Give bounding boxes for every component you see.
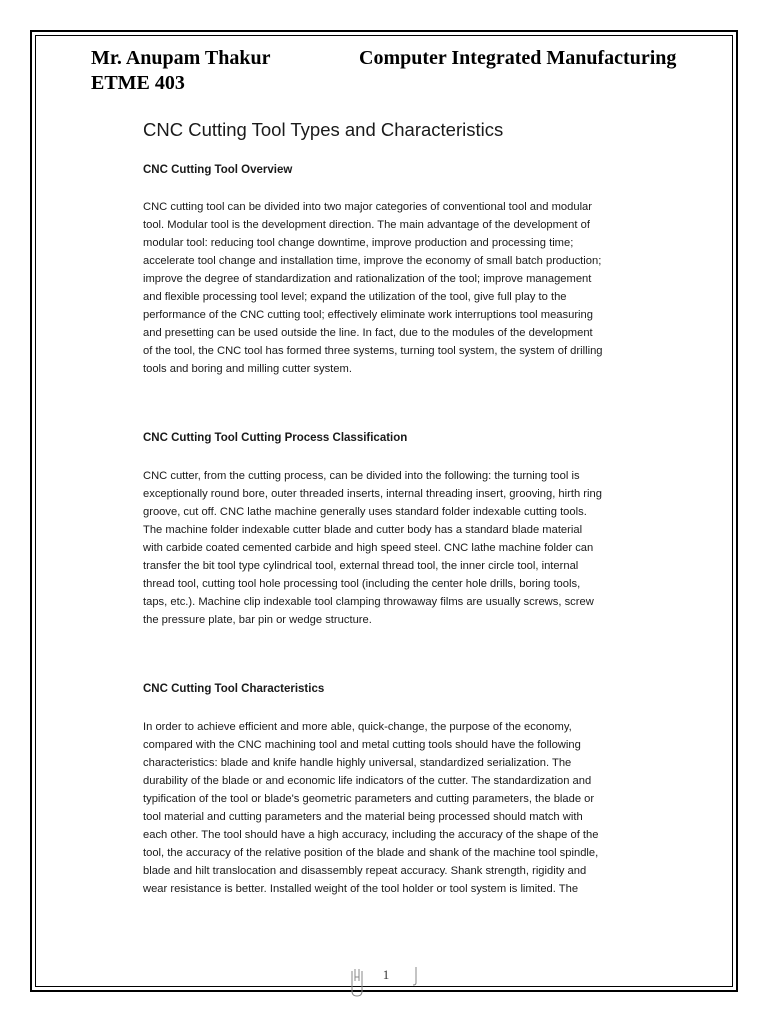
text-line: exceptionally round bore, outer threaded inserts, internal threading insert, grooving, hirth ring	[143, 488, 602, 500]
text-line: with carbide coated cemented carbide and high speed steel. CNC lathe machine folder can	[143, 542, 594, 554]
text-line: tool material and cutting parameters and the material being processed should match with	[143, 811, 583, 823]
text-line: tool, the accuracy of the relative position of the blade and shank of the machine tool spindle,	[143, 847, 599, 859]
section-heading-process-classification: CNC Cutting Tool Cutting Process Classification	[143, 432, 408, 444]
text-line: The machine folder indexable cutter blade and cutter body has a standard blade material	[143, 524, 583, 536]
text-line: typification of the tool or blade's geometric parameters and cutting parameters, the blade or	[143, 793, 595, 805]
text-line: thread tool, cutting tool hole processing tool (including the center hole drills, boring tools,	[143, 578, 581, 590]
text-line: the pressure plate, bar pin or wedge structure.	[143, 614, 372, 626]
text-line: characteristics: blade and knife handle highly universal, standardized serialization. The	[143, 757, 572, 769]
text-line: of the tool, the CNC tool has formed three systems, turning tool system, the system of drilling	[143, 345, 603, 357]
text-line: and presetting can be used outside the line. In fact, due to the modules of the development	[143, 327, 593, 339]
text-line: groove, cut off. CNC lathe machine generally uses standard folder indexable cutting tools.	[143, 506, 587, 518]
text-line: modular tool: reducing tool change downtime, improve production and processing time;	[143, 237, 574, 249]
section-paragraph-process-classification	[143, 467, 643, 629]
text-line: taps, etc.). Machine clip indexable tool clamping throwaway films are usually screws, screw	[143, 596, 594, 608]
text-line: improve the degree of standardization and rationalization of the tool; improve management	[143, 273, 592, 285]
text-line: performance of the CNC cutting tool; effectively eliminate work interruptions tool measuring	[143, 309, 593, 321]
footer-bracket-mark-left	[350, 967, 364, 997]
text-line: accelerate tool change and installation time, improve the economy of small batch production;	[143, 255, 602, 267]
section-heading-characteristics: CNC Cutting Tool Characteristics	[143, 683, 325, 695]
section-heading-overview: CNC Cutting Tool Overview	[143, 164, 293, 176]
header-author: Mr. Anupam Thakur	[91, 47, 271, 69]
text-line: CNC cutting tool can be divided into two major categories of conventional tool and modular	[143, 201, 592, 213]
header-subject: Computer Integrated Manufacturing	[359, 47, 677, 69]
text-line: compared with the CNC machining tool and metal cutting tools should have the following	[143, 739, 581, 751]
text-line: wear resistance is better. Installed weight of the tool holder or tool system is limited. The	[143, 883, 579, 895]
text-line: tools and boring and milling cutter system.	[143, 363, 352, 375]
text-line: tool. Modular tool is the development direction. The main advantage of the development of	[143, 219, 590, 231]
section-paragraph-characteristics	[143, 718, 643, 898]
text-line: durability of the blade or and economic life indicators of the cutter. The standardization and	[143, 775, 592, 787]
header-course-code: ETME 403	[91, 72, 185, 94]
text-line: In order to achieve efficient and more able, quick-change, the purpose of the economy,	[143, 721, 572, 733]
document-body	[143, 118, 643, 898]
text-line: and flexible processing tool level; expand the utilization of the tool, give full play to the	[143, 291, 567, 303]
text-line: blade and hilt translocation and disassembly repeat accuracy. Shank strength, rigidity and	[143, 865, 587, 877]
page-number: 1	[382, 967, 390, 982]
text-line: CNC cutter, from the cutting process, can be divided into the following: the turning tool is	[143, 470, 580, 482]
text-line: each other. The tool should have a high accuracy, including the accuracy of the shape of the	[143, 829, 599, 841]
text-line: transfer the bit tool type cylindrical tool, external thread tool, the inner circle tool, internal	[143, 560, 579, 572]
document-title: CNC Cutting Tool Types and Characteristics	[143, 119, 504, 140]
footer-bracket-mark-right	[412, 966, 418, 986]
section-paragraph-overview	[143, 198, 643, 378]
